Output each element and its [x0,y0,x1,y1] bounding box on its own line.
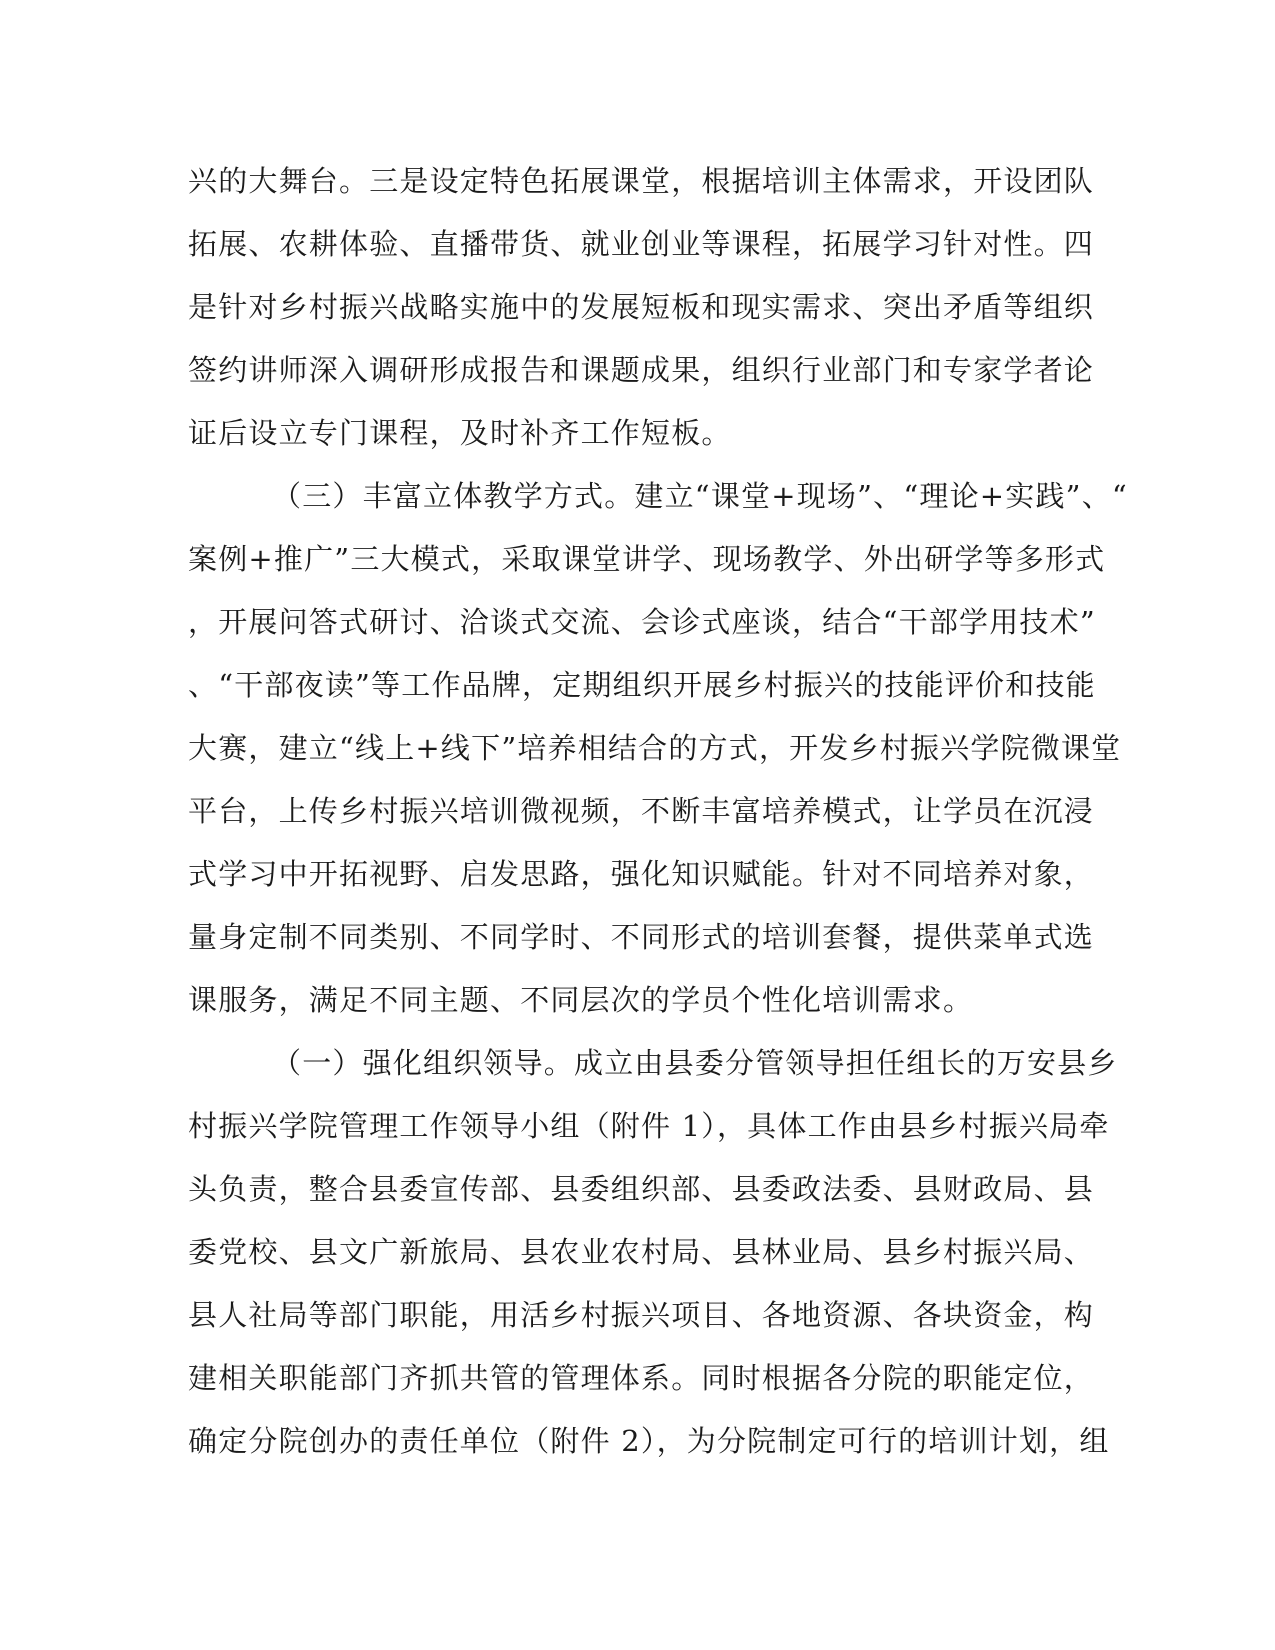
section-heading-line: （三）丰富立体教学方式。建立“课堂+现场”、“理论+实践”、“ [272,479,1128,513]
text-line: 课服务，满足不同主题、不同层次的学员个性化培训需求。 [188,983,974,1017]
text-line: 是针对乡村振兴战略实施中的发展短板和现实需求、突出矛盾等组织 [188,290,1095,324]
section-heading-line: （一）强化组织领导。成立由县委分管领导担任组长的万安县乡 [272,1046,1118,1080]
text-line: 案例+推广”三大模式，采取课堂讲学、现场教学、外出研学等多形式 [188,542,1106,576]
text-line: 拓展、农耕体验、直播带货、就业创业等课程，拓展学习针对性。四 [188,227,1095,261]
text-line: 量身定制不同类别、不同学时、不同形式的培训套餐，提供菜单式选 [188,920,1095,954]
text-line: 证后设立专门课程，及时补齐工作短板。 [188,416,732,450]
text-line: 县人社局等部门职能，用活乡村振兴项目、各地资源、各块资金，构 [188,1298,1095,1332]
text-line: 委党校、县文广新旅局、县农业农村局、县林业局、县乡村振兴局、 [188,1235,1095,1269]
text-line: 头负责，整合县委宣传部、县委组织部、县委政法委、县财政局、县 [188,1172,1095,1206]
text-line: 村振兴学院管理工作领导小组（附件 1），具体工作由县乡村振兴局牵 [188,1109,1110,1143]
document-body [188,150,1128,1473]
text-line: 、“干部夜读”等工作品牌，定期组织开展乡村振兴的技能评价和技能 [188,668,1096,702]
text-line: ，开展问答式研讨、洽谈式交流、会诊式座谈，结合“干部学用技术” [188,605,1096,639]
text-line: 兴的大舞台。三是设定特色拓展课堂，根据培训主体需求，开设团队 [188,164,1095,198]
text-line: 平台，上传乡村振兴培训微视频，不断丰富培养模式，让学员在沉浸 [188,794,1095,828]
text-line: 建相关职能部门齐抓共管的管理体系。同时根据各分院的职能定位， [188,1361,1095,1395]
text-line: 确定分院创办的责任单位（附件 2），为分院制定可行的培训计划，组 [188,1424,1110,1458]
text-line: 式学习中开拓视野、启发思路，强化知识赋能。针对不同培养对象， [188,857,1095,891]
text-line: 大赛，建立“线上+线下”培养相结合的方式，开发乡村振兴学院微课堂 [188,731,1122,765]
text-line: 签约讲师深入调研形成报告和课题成果，组织行业部门和专家学者论 [188,353,1095,387]
